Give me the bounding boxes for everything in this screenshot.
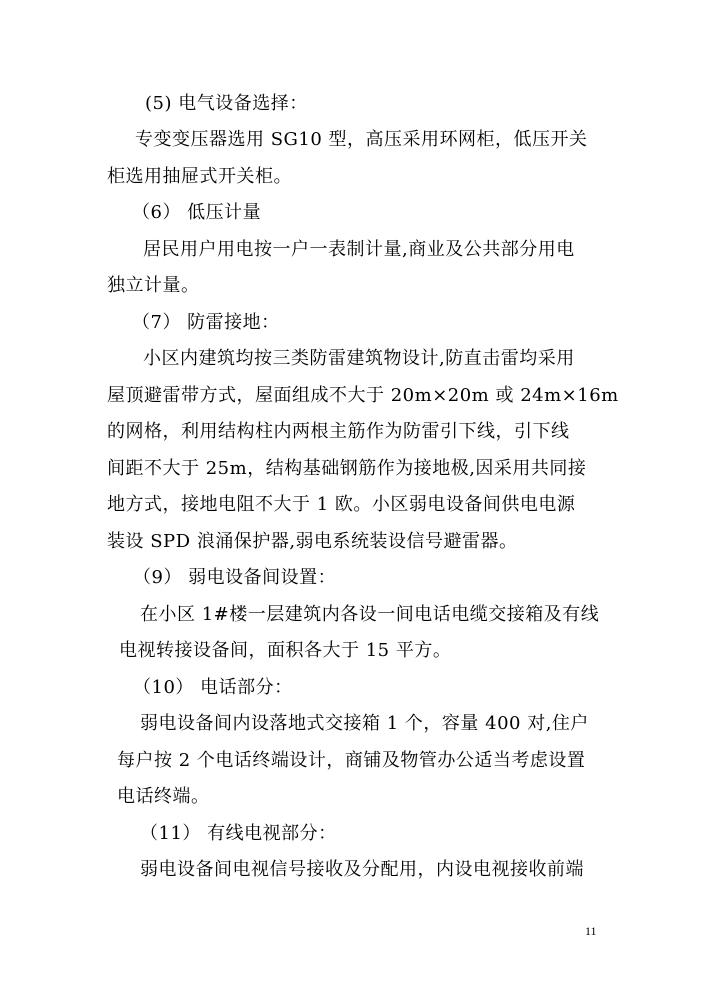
paragraph-line: 的网格，利用结构柱内两根主筋作为防雷引下线，引下线	[107, 421, 570, 442]
paragraph-line: 居民用户用电按一户一表制计量,商业及公共部分用电	[143, 239, 575, 260]
heading-telephone: （10） 电话部分：	[133, 677, 293, 698]
paragraph-line: 屋顶避雷带方式，屋面组成不大于 20m×20m 或 24m×16m	[107, 385, 619, 406]
page-number: 11	[585, 924, 597, 938]
paragraph-line: 在小区 1#楼一层建筑内各设一间电话电缆交接箱及有线	[140, 604, 600, 625]
paragraph-line: 装设 SPD 浪涌保护器,弱电系统装设信号避雷器。	[107, 531, 518, 552]
paragraph-line: 独立计量。	[107, 275, 200, 296]
paragraph-line: 电视转接设备间，面积各大于 15 平方。	[119, 640, 452, 661]
heading-electrical-equipment: (5) 电气设备选择：	[145, 93, 308, 114]
paragraph-line: 地方式，接地电阻不大于 1 欧。小区弱电设备间供电电源	[107, 494, 576, 515]
heading-low-voltage-metering: （6） 低压计量	[132, 202, 262, 223]
paragraph-line: 间距不大于 25m，结构基础钢筋作为接地极,因采用共同接	[107, 458, 587, 479]
paragraph-line: 每户按 2 个电话终端设计，商铺及物管办公适当考虑设置	[117, 750, 586, 771]
heading-weak-current-room: （9） 弱电设备间设置：	[133, 567, 337, 588]
paragraph-line: 专变变压器选用 SG10 型，高压采用环网柜，低压开关	[135, 129, 588, 150]
paragraph-line: 弱电设备间电视信号接收及分配用，内设电视接收前端	[140, 859, 584, 880]
paragraph-line: 小区内建筑均按三类防雷建筑物设计,防直击雷均采用	[143, 348, 575, 369]
paragraph-line: 电话终端。	[117, 786, 210, 807]
heading-lightning-grounding: （7） 防雷接地：	[132, 312, 280, 333]
heading-cable-tv: （11） 有线电视部分：	[140, 823, 337, 844]
paragraph-line: 弱电设备间内设落地式交接箱 1 个，容量 400 对,住户	[140, 713, 589, 734]
paragraph-line: 柜选用抽屉式开关柜。	[107, 166, 292, 187]
